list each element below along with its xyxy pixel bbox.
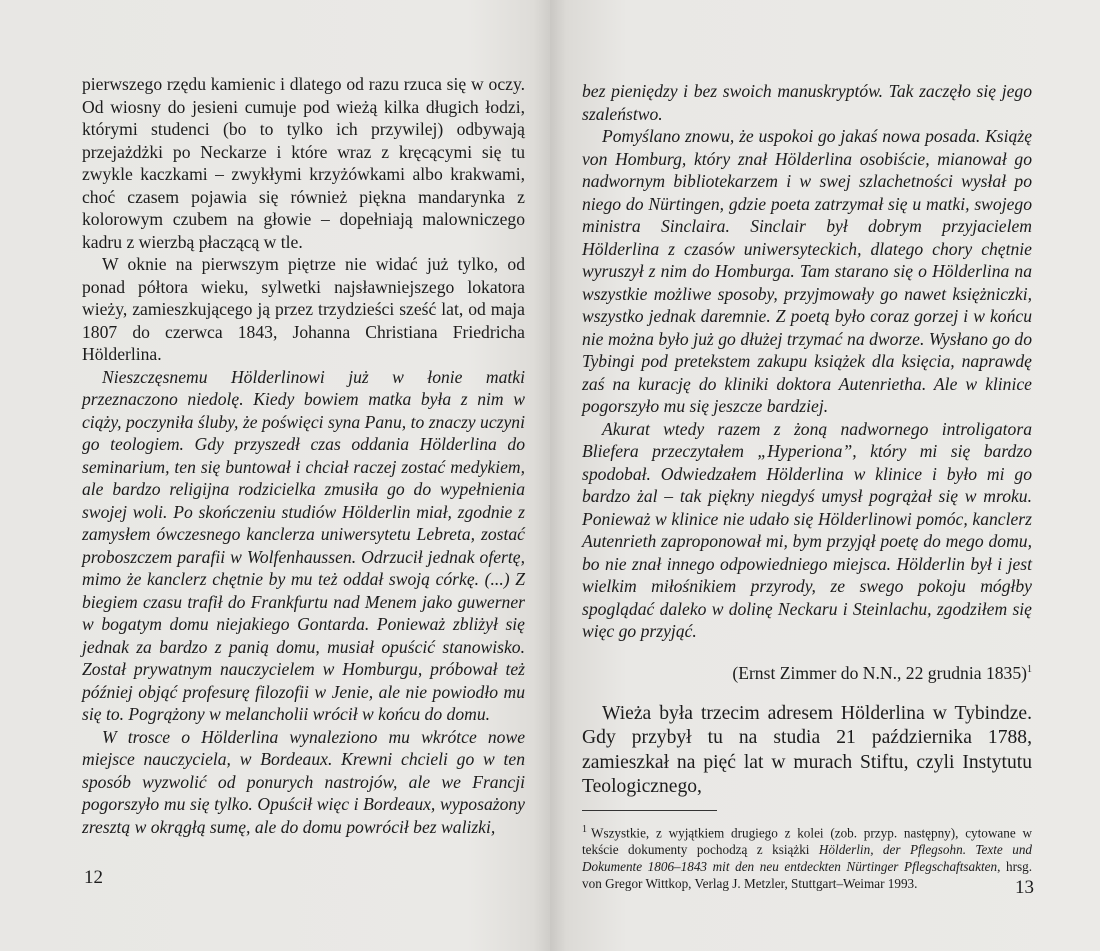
right-page-text	[582, 80, 1032, 892]
page-number: 13	[1015, 877, 1034, 898]
quote-paragraph: Nieszczęsnemu Hölderlinowi już w łonie matki przeznaczono niedolę. Kiedy bowiem matka była z nim w ciąży, poczyniła śluby, że poświęci syna Panu, to znaczy uczyni go teologiem. Gdy przyszedł czas oddania Hölderlina do seminarium, ten się buntował i chciał raczej zostać medykiem, ale bardzo religijna rodzicielka zmusiła go do wypełnienia swojej woli. Po skończeniu studiów Hölderlin miał, zgodnie z zamysłem ówczesnego kanclerza uniwersytetu Lebreta, zostać proboszczem parafii w Wolfenhaussen. Odrzucił jednak ofertę, mimo że kanclerz chętnie by mu też oddał swoją córkę. (...) Z biegiem czasu trafił do Frankfurtu nad Menem jako guwerner w bogatym domu niejakiego Gontarda. Ponieważ zbliżył się jednak za bardzo z panią domu, musiał opuścić stanowisko. Został prywatnym nauczycielem w Homburgu, próbował też później objąć profesurę filozofii w Jenie, ale nie powiodło mu się to. Pogrążony w melancholii wrócił w końcu do domu.	[82, 366, 525, 724]
quote-paragraph: W trosce o Hölderlina wynaleziono mu wkrótce nowe miejsce nauczyciela, w Bordeaux. Krewni chcieli go w ten sposób wyzwolić od ponurych nastrojów, ale we Francji pogorszyło mu się tylko. Opuścił więc i Bordeaux, wyposażony zresztą w okrągłą sumę, ale do domu powrócił bez walizki,	[82, 726, 525, 837]
right-page	[550, 0, 1100, 951]
footnote-text-end: , hrsg. von Gregor Wittkop, Verlag J. Metzler, Stuttgart–Weimar 1993.	[582, 859, 1033, 892]
attribution-text: (Ernst Zimmer do N.N., 22 grudnia 1835)	[732, 662, 1027, 683]
quote-attribution	[582, 659, 1032, 684]
footnote-number: 1	[582, 823, 587, 835]
page-number: 12	[84, 867, 103, 888]
footnote-reference: 1	[1027, 663, 1032, 675]
quote-paragraph: Akurat wtedy razem z żoną nadwornego introligatora Bliefera przeczytałem „Hyperiona”, który mi się bardzo spodobał. Odwiedzałem Hölderlina w klinice i było mi go bardzo żal – tak piękny niegdyś umysł pogrążał się w mroku. Ponieważ w klinice nie udało się Hölderlinowi pomóc, kanclerz Autenrieth zaproponował mi, bym przyjął poetę do mego domu, bo nie znał innego odpowiedniego miejsca. Hölderlin był i jest wielkim miłośnikiem przyrody, ze swego pokoju mógłby spoglądać daleko w dolinę Neckaru i Steinlachu, zgodziłem się więc go przyjąć.	[582, 418, 1032, 641]
footnote-text: Wszystkie, z wyjątkiem drugiego z kolei (zob. przyp. następny), cytowane w tekście dokumenty pochodzą z książki	[582, 825, 1032, 858]
paragraph: Wieża była trzecim adresem Hölderlina w Tybindze. Gdy przybył tu na studia 21 października 1788, zamieszkał na pięć lat w murach Stiftu, czyli Instytutu Teologicznego,	[582, 702, 1032, 798]
quote-paragraph: bez pieniędzy i bez swoich manuskryptów. Tak zaczęło się jego szaleństwo.	[582, 81, 1032, 124]
footnote-divider	[582, 810, 717, 811]
paragraph: pierwszego rzędu kamienic i dlatego od razu rzuca się w oczy. Od wiosny do jesieni cumuje pod wieżą kilka długich łodzi, którymi studenci (bo to tylko ich przywilej) odbywają przejażdżki po Neckarze i które wraz z kręcącymi się tu zwykle kaczkami – zwykłymi krzyżówkami albo krakwami, choć czasem pojawia się również piękna mandarynka z kolorowym czubem na głowie – dopełniają malowniczego kadru z wierzbą płaczącą w tle.	[82, 74, 525, 252]
paragraph: W oknie na pierwszym piętrze nie widać już tylko, od ponad półtora wieku, sylwetki najsławniejszego lokatora wieży, zamieszkującego ją przez trzydzieści sześć lat, od maja 1807 do czerwca 1843, Johanna Christiana Friedricha Hölderlina.	[82, 254, 525, 364]
quote-paragraph: Pomyślano znowu, że uspokoi go jakaś nowa posada. Książę von Homburg, który znał Hölderlina osobiście, mianował go nadwornym bibliotekarzem i w swej szlachetności wysłał po niego do Nürtingen, gdzie poeta zatrzymał się u matki, swojego ministra Sinclaira. Sinclair był dobrym przyjacielem Hölderlina z czasów uniwersyteckich, dlatego chory chętnie wyruszył z nim do Homburga. Tam starano się o Hölderlina na wszystkie możliwe sposoby, przyjmowały go nawet księżniczki, wszystko jednak daremnie. Z poetą było coraz gorzej i w końcu nie można było już go dłużej trzymać na dworze. Wysłano go do Tybingi pod pretekstem zakupu książek dla księcia, naprawdę zaś na kurację do kliniki doktora Autenrietha. Ale w klinice pogorszyło mu się jeszcze bardziej.	[582, 126, 1032, 416]
footnote	[582, 821, 1032, 892]
left-page-text	[82, 73, 525, 838]
footnote-book-title: Hölderlin, der Pflegsohn. Texte und Dokumente 1806–1843 mit den neu entdeckten Nürtinger Pflegschaftsakten	[582, 842, 1033, 875]
